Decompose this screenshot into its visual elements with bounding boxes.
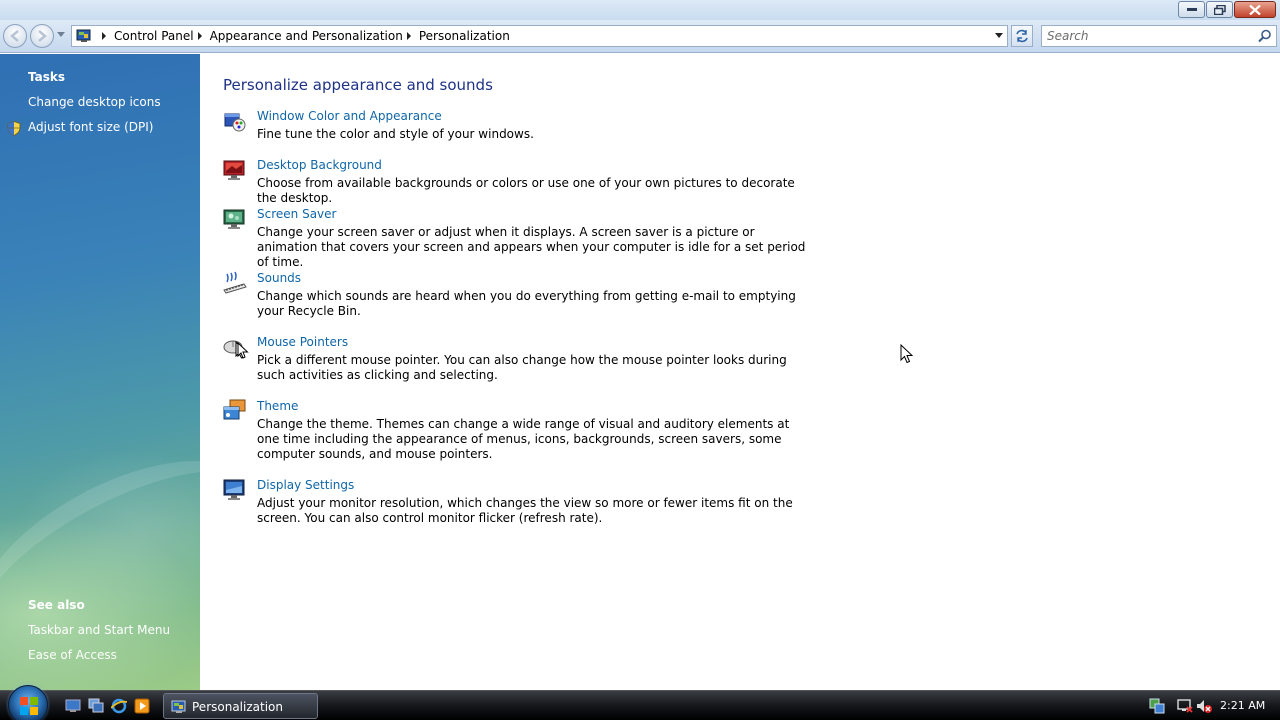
item-description: Adjust your monitor resolution, which changes the view so more or fewer items fit on the screen. You can also control monitor flicker (refresh rate). (257, 496, 793, 525)
adjust-font-size-link[interactable]: Adjust font size (DPI) (28, 120, 154, 134)
window-title-bar[interactable] (0, 0, 1280, 20)
refresh-button[interactable] (1011, 25, 1033, 47)
address-dropdown-icon[interactable] (995, 33, 1003, 38)
item-description: Pick a different mouse pointer. You can also change how the mouse pointer looks during such activities as clicking and selecting. (257, 353, 787, 382)
volume-muted-icon[interactable] (1196, 698, 1212, 714)
system-clock[interactable]: 2:21 AM (1220, 699, 1266, 712)
search-box (1041, 25, 1277, 47)
item-description: Change your screen saver or adjust when it displays. A screen saver is a picture or animation that covers your screen and appears when your computer is idle for a set period of time. (257, 225, 806, 269)
breadcrumb-separator-icon[interactable] (407, 32, 411, 40)
taskbar-window-label: Personalization (192, 700, 283, 714)
main-content (200, 54, 1280, 690)
minimize-button[interactable] (1178, 1, 1205, 18)
back-arrow-icon (4, 25, 26, 47)
tasks-heading: Tasks (28, 70, 66, 84)
mouse-cursor-icon (900, 344, 914, 364)
windows-logo-icon (20, 697, 38, 715)
control-panel-icon (76, 28, 92, 44)
sounds-icon (222, 270, 248, 296)
display-tray-icon[interactable] (1177, 698, 1193, 714)
display-settings-icon (222, 477, 248, 503)
tasks-pane (0, 54, 200, 690)
breadcrumb-separator-icon[interactable] (102, 32, 106, 40)
sounds-link[interactable]: Sounds (257, 271, 302, 285)
maximize-button[interactable] (1206, 1, 1233, 18)
screen-saver-link[interactable]: Screen Saver (257, 207, 337, 221)
screen-saver-icon (222, 206, 248, 232)
window-color-icon (222, 108, 248, 134)
desktop-background-icon (222, 157, 248, 183)
address-bar[interactable] (71, 25, 1008, 47)
mouse-cursor-icon (237, 342, 249, 360)
theme-icon (222, 398, 248, 424)
item-description: Change the theme. Themes can change a wide range of visual and auditory elements at one time including the appearance of menus, icons, backgrounds, screen savers, some computer sounds, and mouse pointers. (257, 417, 790, 461)
restore-icon (1214, 5, 1226, 15)
search-input[interactable] (1042, 26, 1242, 46)
item-description: Change which sounds are heard when you do everything from getting e-mail to emptying your Recycle Bin. (257, 289, 796, 318)
display-settings-link[interactable]: Display Settings (257, 478, 355, 492)
navigation-bar (0, 20, 1280, 53)
breadcrumb-separator-icon[interactable] (198, 32, 202, 40)
taskbar (0, 690, 1280, 720)
theme-link[interactable]: Theme (257, 399, 299, 413)
show-desktop-icon[interactable] (65, 698, 81, 714)
page-title: Personalize appearance and sounds (223, 76, 493, 94)
media-player-icon[interactable] (134, 698, 150, 714)
item-description: Choose from available backgrounds or colors or use one of your own pictures to decorate the desktop. (257, 176, 795, 205)
breadcrumb-appearance-and-personalization[interactable]: Appearance and Personalization (209, 29, 403, 43)
taskbar-window-personalization[interactable] (163, 693, 318, 719)
forward-arrow-icon (31, 25, 53, 47)
switch-windows-icon[interactable] (88, 698, 104, 714)
ease-of-access-link[interactable]: Ease of Access (28, 648, 117, 662)
breadcrumb-personalization[interactable]: Personalization (418, 29, 510, 43)
start-button[interactable] (8, 685, 48, 720)
forward-button[interactable] (30, 24, 54, 48)
close-icon (1249, 5, 1261, 15)
search-icon[interactable] (1258, 29, 1272, 43)
desktop-background-link[interactable]: Desktop Background (257, 158, 382, 172)
breadcrumb (98, 26, 510, 46)
minimize-icon (1187, 8, 1197, 12)
internet-explorer-icon[interactable] (111, 698, 127, 714)
close-button[interactable] (1234, 1, 1276, 18)
item-description: Fine tune the color and style of your windows. (257, 127, 534, 141)
breadcrumb-control-panel[interactable]: Control Panel (114, 29, 194, 43)
taskbar-and-start-menu-link[interactable]: Taskbar and Start Menu (28, 623, 171, 637)
control-panel-icon (171, 699, 187, 715)
window-color-and-appearance-link[interactable]: Window Color and Appearance (257, 109, 442, 123)
refresh-icon (1015, 29, 1029, 43)
back-button[interactable] (3, 24, 27, 48)
uac-shield-icon (7, 121, 21, 136)
see-also-heading: See also (28, 598, 85, 612)
network-icon[interactable] (1149, 698, 1165, 714)
change-desktop-icons-link[interactable]: Change desktop icons (28, 95, 161, 109)
window-controls (1178, 1, 1276, 18)
mouse-pointers-link[interactable]: Mouse Pointers (257, 335, 349, 349)
recent-pages-dropdown-icon[interactable] (57, 32, 65, 38)
